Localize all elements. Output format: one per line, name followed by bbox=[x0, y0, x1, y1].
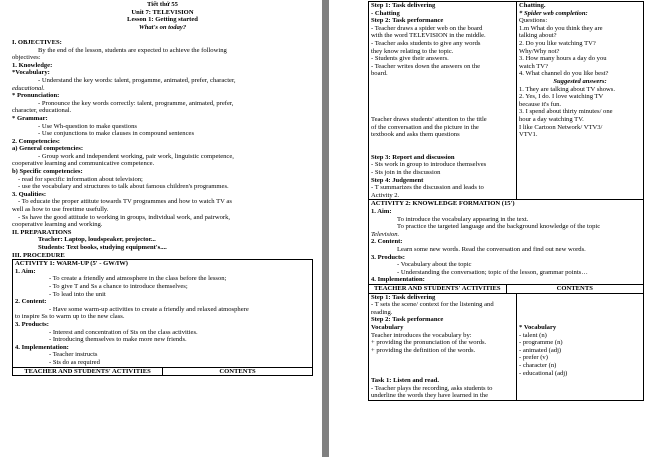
text-line: To practice the targeted language and the background knowledge of the topic bbox=[397, 223, 601, 231]
text-line bbox=[371, 146, 514, 154]
text-line bbox=[371, 86, 514, 94]
text-line: Step 3: Report and discussion bbox=[371, 153, 455, 161]
activity-2-steps bbox=[369, 294, 517, 400]
text-line: 2. Content: bbox=[15, 298, 47, 306]
text-line: textbook and asks them questions bbox=[371, 131, 460, 139]
text-line: * Grammar: bbox=[12, 114, 48, 122]
activity-1-table bbox=[368, 1, 644, 200]
text-line: Tiết thứ 55 bbox=[147, 1, 178, 8]
text-line: 1. Knowledge: bbox=[12, 61, 53, 69]
text-line: - Use conjunctions to make clauses in compound sentences bbox=[38, 130, 195, 138]
text-line: 3. Qualities: bbox=[12, 190, 47, 198]
text-line: 3. Products: bbox=[15, 320, 49, 328]
text-line: Teacher draws students' attention to the title bbox=[371, 115, 487, 123]
text-line bbox=[371, 101, 514, 109]
text-line: 4. Implementation: bbox=[371, 276, 425, 284]
left-page-text bbox=[12, 1, 313, 259]
text-line: To introduce the vocabulary appearing in the text. bbox=[397, 215, 529, 223]
text-line: 2. Do you like watching TV? bbox=[519, 39, 596, 47]
text-line: Teacher: Laptop, loudspeaker, projector... bbox=[38, 236, 156, 244]
activity-2-table bbox=[368, 294, 644, 401]
text-line: - Teacher writes down the answers on the bbox=[371, 62, 481, 70]
right-page bbox=[329, 0, 650, 457]
text-line: ACTIVITY 1: WARM-UP (5' - GW/IW) bbox=[15, 260, 129, 268]
text-line bbox=[371, 370, 514, 378]
text-line: Suggested answers: bbox=[553, 77, 607, 85]
text-line: - To educate the proper attitute towards TV programmes and how to watch TV as bbox=[18, 198, 232, 206]
text-line: - Sts work in group to introduce themselves bbox=[371, 161, 487, 169]
text-line: 3. How many hours a day do you bbox=[519, 55, 607, 63]
text-line: I like Cartoon Network/ VTV3/ bbox=[519, 123, 603, 131]
text-line: - talent (n) bbox=[519, 331, 547, 339]
text-line: - To create a friendly and atmosphere in the class before the lesson; bbox=[49, 275, 227, 283]
text-line: - Have some warm-up activities to create a friendly and relaxed atmosphere bbox=[49, 305, 249, 313]
activity-2-box bbox=[368, 200, 644, 285]
text-line: Questions: bbox=[519, 17, 548, 25]
text-line: 1. Aim: bbox=[15, 267, 36, 275]
text-line: underline the words they have learned in the bbox=[371, 392, 488, 400]
text-line: Teacher introduces the vocabulary by: bbox=[371, 331, 472, 339]
text-line: II. PREPARATIONS bbox=[12, 228, 72, 236]
text-line: * Vocabulary bbox=[519, 323, 557, 331]
text-line: with the word TELEVISION in the middle. bbox=[371, 32, 486, 40]
text-line: - programme (n) bbox=[519, 339, 563, 347]
text-line: 4. What channel do you like best? bbox=[519, 70, 609, 78]
text-line: - Students give their answers. bbox=[371, 55, 449, 63]
text-line: 1. They are talking about TV shows. bbox=[519, 85, 615, 93]
text-line bbox=[519, 309, 641, 317]
text-line: 2. Content: bbox=[371, 238, 403, 246]
text-line: Step 2: Task performance bbox=[371, 316, 444, 324]
text-line: 2. Yes, I do. I love watching TV bbox=[519, 93, 604, 101]
text-line: - Teacher draws a spider web on the board bbox=[371, 24, 483, 32]
text-line: - Interest and concentration of Sts on the class activities. bbox=[49, 328, 198, 336]
text-line: Step 1: Task delivering bbox=[371, 293, 436, 301]
text-line: Television. bbox=[371, 230, 400, 238]
text-line: + providing the definition of the words. bbox=[371, 346, 476, 354]
text-line: Vocabulary bbox=[371, 323, 404, 331]
text-line: - Pronounce the key words correctly: talent, programme, animated, prefer, bbox=[38, 99, 234, 107]
text-line: - To lead into the unit bbox=[49, 290, 106, 298]
activity-1-steps bbox=[369, 2, 517, 199]
text-line: board. bbox=[371, 70, 388, 78]
text-line: Chatting. bbox=[519, 2, 546, 9]
text-line: Activity 2. bbox=[371, 191, 400, 199]
text-line: Students: Text books, studying equipment's.... bbox=[38, 244, 167, 251]
text-line: - read for specific information about television; bbox=[18, 175, 143, 183]
text-line: hour a day watching TV. bbox=[519, 115, 584, 123]
text-line: Unit 7: TELEVISION bbox=[131, 8, 194, 16]
text-line: - prefer (v) bbox=[519, 354, 548, 362]
right-table-header bbox=[368, 285, 644, 294]
text-line: - educational (adj) bbox=[519, 369, 568, 377]
table-header-contents: CONTENTS bbox=[506, 285, 644, 293]
activity-1-box bbox=[12, 259, 313, 367]
text-line: - Understanding the conversation; topic of the lesson, grammar points… bbox=[397, 268, 588, 276]
text-line: 2. Competencies: bbox=[12, 137, 60, 145]
text-line: By the end of the lesson, students are expected to achieve the following bbox=[38, 46, 227, 54]
text-line: Step 1: Task delivering bbox=[371, 2, 436, 9]
text-line bbox=[519, 301, 641, 309]
text-line: because it's fun. bbox=[519, 100, 562, 108]
text-line: - Introducing themselves to make more new friends. bbox=[49, 336, 187, 344]
text-line: - use the vocabulary and structures to talk about famous children's programmes. bbox=[18, 183, 229, 191]
text-line bbox=[371, 354, 514, 362]
text-line: 3. I spend about thirty minutes/ one bbox=[519, 108, 613, 116]
text-line: VTV1. bbox=[519, 131, 538, 139]
text-line: Lesson 1: Getting started bbox=[127, 16, 198, 24]
text-line: talking about? bbox=[519, 32, 557, 40]
text-line: 1.m What do you think they are bbox=[519, 24, 603, 32]
text-line: Task 1: Listen and read. bbox=[371, 377, 439, 385]
text-line bbox=[371, 108, 514, 116]
text-line: - To give T and Ss a chance to introduce themselves; bbox=[49, 282, 188, 290]
text-line: ACTIVITY 2: KNOWLEDGE FORMATION (15') bbox=[371, 200, 515, 208]
text-line: 1. Aim: bbox=[371, 208, 392, 216]
text-line: objectives: bbox=[12, 54, 41, 62]
text-line: - Teacher instructs bbox=[49, 351, 98, 359]
text-line: - Group work and independent working, pair work, linguistic competence, bbox=[38, 152, 234, 160]
text-line bbox=[371, 362, 514, 370]
text-line: * Pronunciation: bbox=[12, 92, 60, 100]
text-line: + providing the pronunciation of the words. bbox=[371, 339, 487, 347]
text-line: of the conversation and the picture in the bbox=[371, 123, 479, 131]
text-line: - animated (adj) bbox=[519, 346, 562, 354]
text-line: character, educational. bbox=[12, 107, 72, 115]
text-line bbox=[12, 31, 313, 39]
text-line bbox=[519, 294, 641, 302]
text-line: a) General competencies: bbox=[12, 145, 84, 153]
text-line bbox=[371, 93, 514, 101]
text-line: to inspire Ss to warm up to the new class. bbox=[15, 313, 125, 321]
text-line: b) Specific competencies: bbox=[12, 168, 83, 176]
text-line bbox=[519, 316, 641, 324]
text-line: cooperative learning and working. bbox=[12, 221, 103, 229]
text-line: 3. Products: bbox=[371, 253, 405, 261]
text-line: watch TV? bbox=[519, 62, 548, 70]
text-line: - T sets the scene/ context for the listening and bbox=[371, 301, 494, 309]
text-line: cooperative learning and communicative competence. bbox=[12, 160, 155, 168]
text-line: educational. bbox=[12, 84, 45, 92]
text-line: well as how to use freetime usefully. bbox=[12, 206, 109, 214]
text-line: - Use Wh-question to make questions bbox=[38, 122, 137, 130]
text-line: *Vocabulary: bbox=[12, 69, 50, 77]
activity-1-contents bbox=[517, 2, 643, 199]
table-header-activities: TEACHER AND STUDENTS' ACTIVITIES bbox=[373, 284, 501, 292]
text-line: - Sts join in the discussion bbox=[371, 169, 441, 177]
left-page bbox=[0, 0, 322, 457]
table-header-contents: CONTENTS bbox=[162, 368, 312, 376]
text-line: Why/Why not? bbox=[519, 47, 560, 55]
text-line: III. PROCEDURE bbox=[12, 251, 65, 259]
text-line: Step 4: Judgement bbox=[371, 176, 424, 184]
text-line: What's on today? bbox=[138, 23, 187, 31]
text-line: - Understand the key words: talent, progamme, animated, prefer, character, bbox=[38, 76, 236, 84]
text-line: - T summarizes the discussion and leads to bbox=[371, 184, 484, 192]
text-line: - Sts do as required bbox=[49, 358, 100, 366]
text-line: - Teacher plays the recording, asks students to bbox=[371, 384, 493, 392]
text-line: - character (n) bbox=[519, 361, 557, 369]
text-line: they know relating to the topic. bbox=[371, 47, 454, 55]
text-line: reading. bbox=[371, 308, 393, 316]
text-line bbox=[371, 139, 514, 147]
text-line: * Spider web completion: bbox=[519, 9, 588, 17]
text-line: I. OBJECTIVES: bbox=[12, 38, 62, 46]
activity-2-contents bbox=[517, 294, 643, 400]
text-line bbox=[371, 78, 514, 86]
text-line: - Ss have the good attitude to working in groups, individual work, and pairwork, bbox=[18, 213, 231, 221]
text-line: Step 2: Task performance bbox=[371, 17, 444, 25]
text-line: - Teacher asks students to give any words bbox=[371, 39, 481, 47]
text-line: - Vocabulary about the topic bbox=[397, 261, 472, 269]
text-line: 4. Implementation: bbox=[15, 343, 69, 351]
text-line: - Chatting bbox=[371, 9, 400, 17]
left-table-header bbox=[12, 368, 313, 377]
table-header-activities: TEACHER AND STUDENTS' ACTIVITIES bbox=[24, 367, 151, 375]
text-line: Learn some new words. Read the conversation and find out new words. bbox=[397, 246, 586, 253]
